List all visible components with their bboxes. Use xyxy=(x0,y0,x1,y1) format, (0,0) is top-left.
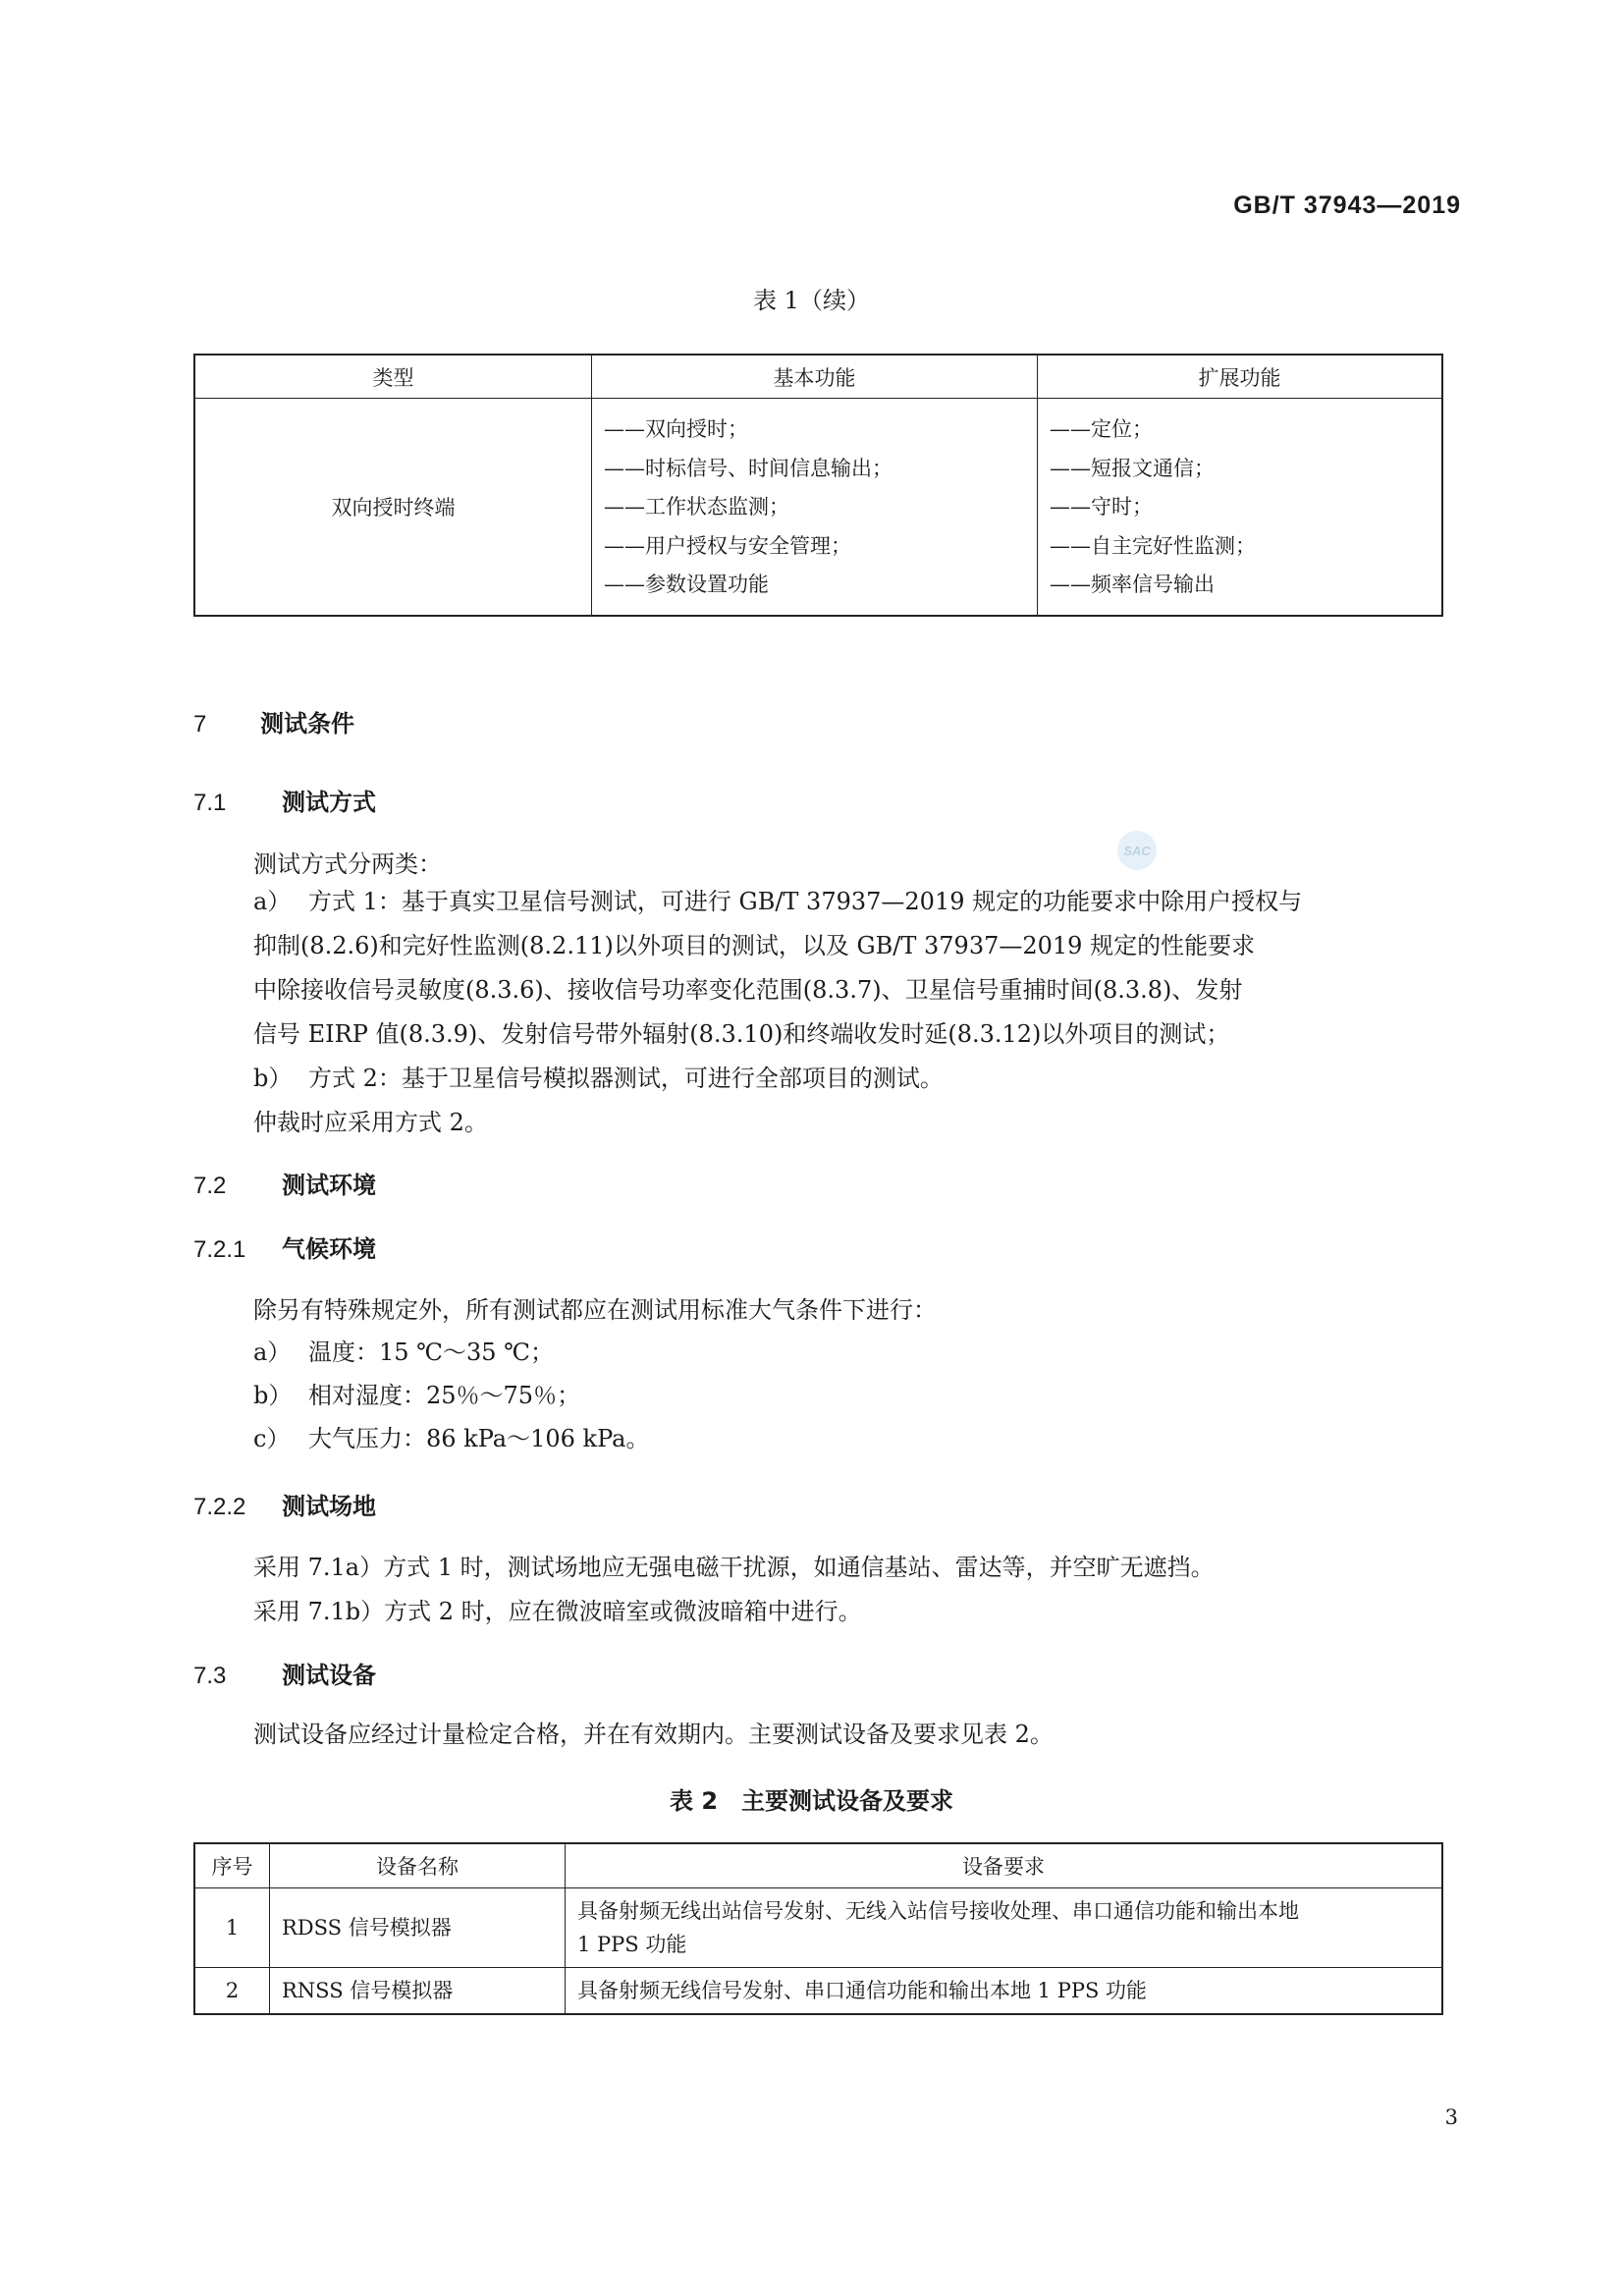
list-label: c） xyxy=(253,1425,291,1452)
list-item: ——参数设置功能 xyxy=(604,573,769,596)
table2-name-cell: RNSS 信号模拟器 xyxy=(270,1968,566,2015)
list-text xyxy=(253,880,1446,1057)
section-7-1-intro: 测试方式分两类： xyxy=(253,850,442,878)
table1-extended-cell xyxy=(1038,399,1443,616)
list-item: ——工作状态监测； xyxy=(604,495,789,519)
table1-row xyxy=(194,399,1442,616)
text-line: 中除接收信号灵敏度(8.3.6)、接收信号功率变化范围(8.3.7)、卫星信号重捕时间(8.3.8)、发射 xyxy=(253,976,1243,1004)
table1 xyxy=(193,354,1443,617)
table2-caption: 表 2 主要测试设备及要求 xyxy=(669,1787,954,1815)
section-7-2-2-line: 采用 7.1a）方式 1 时，测试场地应无强电磁干扰源，如通信基站、雷达等，并空旷无遮挡。 xyxy=(253,1554,1215,1581)
list-item-c xyxy=(253,1417,1446,1461)
table2-no-cell: 1 xyxy=(194,1888,270,1968)
table1-basic-cell xyxy=(592,399,1038,616)
list-item-b xyxy=(253,1374,1446,1418)
section-7-1-note: 仲裁时应采用方式 2。 xyxy=(253,1109,488,1136)
list-text: 相对湿度：25％～75％； xyxy=(308,1382,581,1409)
table2-header-req: 设备要求 xyxy=(566,1843,1443,1888)
list-item-b xyxy=(253,1057,1446,1101)
list-label: b） xyxy=(253,1065,293,1092)
page-number: 3 xyxy=(1444,2105,1458,2129)
section-title: 气候环境 xyxy=(282,1235,376,1263)
table1-header-basic: 基本功能 xyxy=(592,355,1038,399)
section-title: 测试场地 xyxy=(282,1493,376,1520)
section-number: 7.2 xyxy=(193,1173,227,1199)
table1-caption: 表 1（续） xyxy=(753,287,870,314)
section-7-2-1-intro: 除另有特殊规定外，所有测试都应在测试用标准大气条件下进行： xyxy=(253,1296,937,1324)
section-title: 测试条件 xyxy=(260,710,354,738)
section-title: 测试设备 xyxy=(282,1662,376,1689)
section-7-1-heading xyxy=(193,783,376,817)
list-item: ——时标信号、时间信息输出； xyxy=(604,456,893,480)
table2-name-cell: RDSS 信号模拟器 xyxy=(270,1888,566,1968)
section-title: 测试环境 xyxy=(282,1172,376,1199)
section-7-heading xyxy=(193,704,354,738)
list-label: a） xyxy=(253,888,292,915)
list-label: a） xyxy=(253,1339,292,1366)
text-line: 抑制(8.2.6)和完好性监测(8.2.11)以外项目的测试，以及 GB/T 37937—2019 规定的性能要求 xyxy=(253,932,1256,959)
section-number: 7.2.2 xyxy=(193,1494,246,1520)
section-7-2-1-heading xyxy=(193,1230,376,1264)
section-number: 7.2.1 xyxy=(193,1236,246,1263)
table2-header-no: 序号 xyxy=(194,1843,270,1888)
section-title: 测试方式 xyxy=(282,789,376,816)
table1-header-type: 类型 xyxy=(194,355,592,399)
table2-req-cell xyxy=(566,1968,1443,2015)
section-7-3-text: 测试设备应经过计量检定合格，并在有效期内。主要测试设备及要求见表 2。 xyxy=(253,1721,1054,1748)
section-number: 7.3 xyxy=(193,1663,227,1689)
section-7-2-heading xyxy=(193,1166,376,1200)
list-text: 大气压力：86 kPa～106 kPa。 xyxy=(308,1425,650,1452)
list-text: 方式 2：基于卫星信号模拟器测试，可进行全部项目的测试。 xyxy=(308,1065,944,1092)
section-number: 7 xyxy=(193,711,207,738)
section-7-2-2-heading xyxy=(193,1487,376,1521)
list-item: ——双向授时； xyxy=(604,417,748,441)
list-item: ——频率信号输出 xyxy=(1050,573,1215,596)
list-item: ——用户授权与安全管理； xyxy=(604,533,851,558)
list-item-a xyxy=(253,880,1446,1057)
table2 xyxy=(193,1842,1443,2015)
sac-watermark: SAC xyxy=(1117,831,1157,870)
table1-header-row xyxy=(194,355,1442,399)
table2-header-row xyxy=(194,1843,1442,1888)
text-line: 具备射频无线出站信号发射、无线入站信号接收处理、串口通信功能和输出本地 xyxy=(577,1899,1299,1923)
table2-header-name: 设备名称 xyxy=(270,1843,566,1888)
list-item: ——守时； xyxy=(1050,495,1153,519)
table1-type-cell: 双向授时终端 xyxy=(194,399,592,616)
table2-no-cell: 2 xyxy=(194,1968,270,2015)
table2-req-cell xyxy=(566,1888,1443,1968)
text-line: 1 PPS 功能 xyxy=(577,1933,687,1956)
list-label: b） xyxy=(253,1382,293,1409)
section-number: 7.1 xyxy=(193,790,227,816)
list-item: ——定位； xyxy=(1050,417,1153,441)
standard-number: GB/T 37943—2019 xyxy=(1233,191,1461,219)
section-7-3-heading xyxy=(193,1656,376,1690)
table-row xyxy=(194,1888,1442,1968)
list-text: 温度：15 ℃～35 ℃； xyxy=(308,1339,555,1366)
section-7-2-2-line: 采用 7.1b）方式 2 时，应在微波暗室或微波暗箱中进行。 xyxy=(253,1598,862,1625)
text-line: 具备射频无线信号发射、串口通信功能和输出本地 1 PPS 功能 xyxy=(577,1979,1148,2002)
list-item: ——短报文通信； xyxy=(1050,456,1215,480)
text-line: 信号 EIRP 值(8.3.9)、发射信号带外辐射(8.3.10)和终端收发时延(8.3.12)以外项目的测试； xyxy=(253,1020,1230,1048)
table-row xyxy=(194,1968,1442,2015)
text-line: 方式 1：基于真实卫星信号测试，可进行 GB/T 37937—2019 规定的功能要求中除用户授权与 xyxy=(308,888,1303,915)
table1-header-extended: 扩展功能 xyxy=(1038,355,1443,399)
list-item-a xyxy=(253,1331,1446,1375)
list-item: ——自主完好性监测； xyxy=(1050,533,1256,558)
